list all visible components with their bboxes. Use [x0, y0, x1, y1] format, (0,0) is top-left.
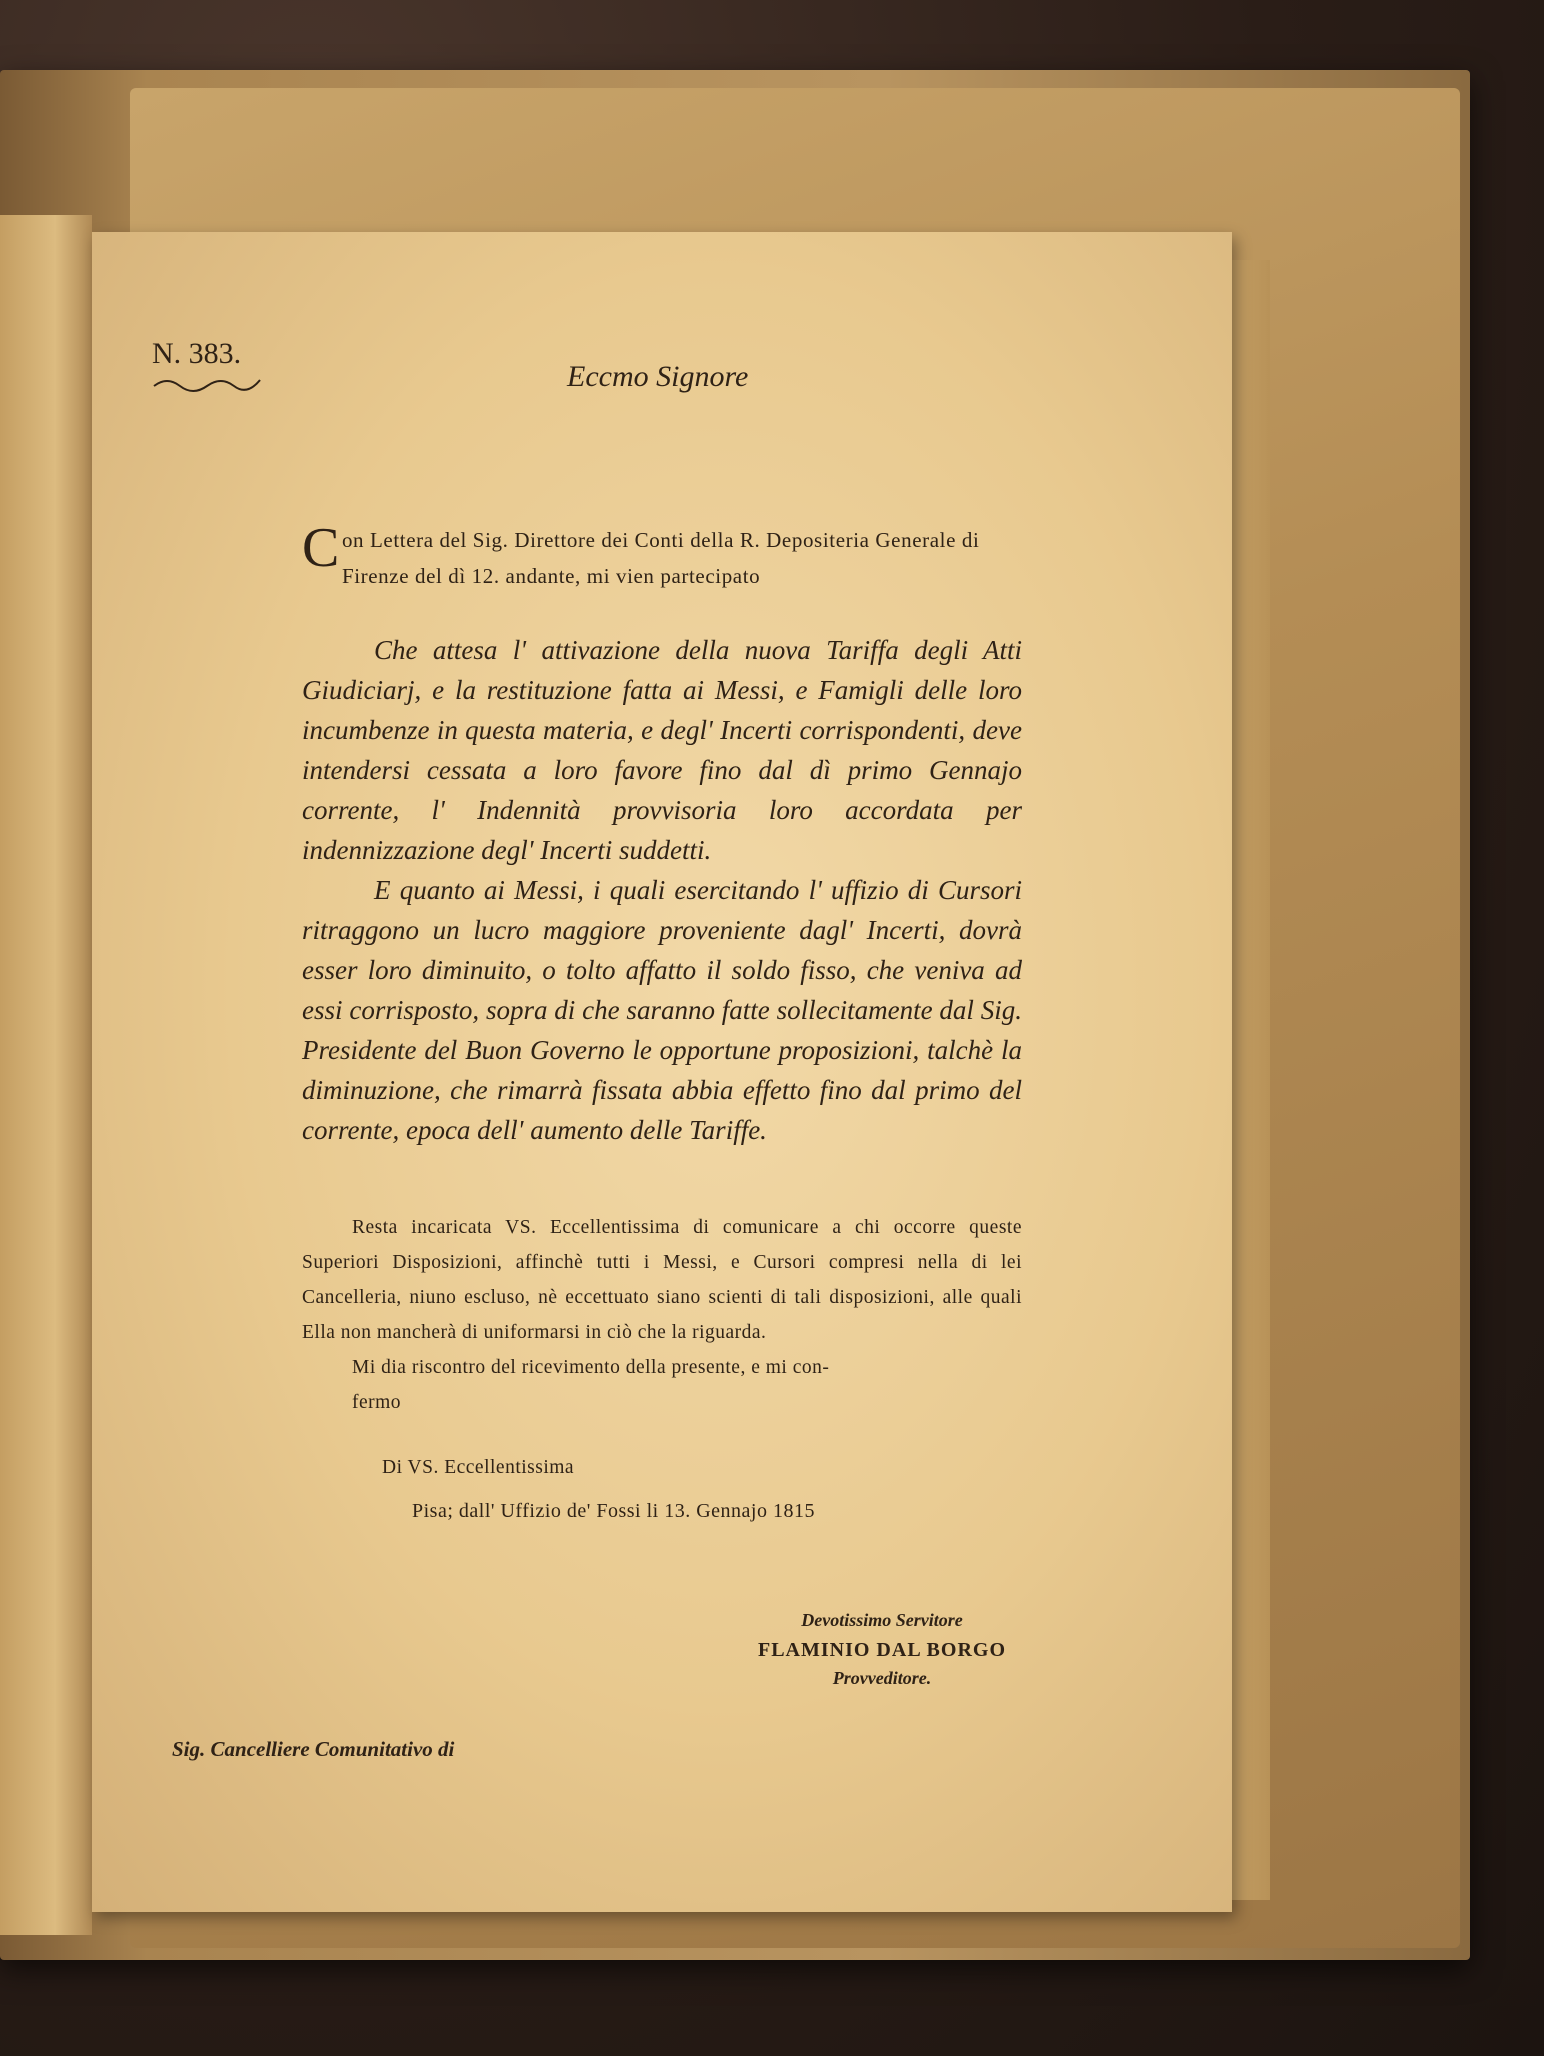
drop-cap: C — [302, 517, 340, 579]
document-number: N. 383. — [152, 337, 242, 370]
signatory-title: Provveditore. — [832, 1668, 932, 1688]
left-page-edge — [0, 215, 92, 1935]
confirmation-end: fermo — [352, 1392, 402, 1413]
intro-paragraph — [302, 517, 1022, 594]
quoted-communication — [302, 630, 1022, 1150]
signature-closing: Devotissimo Servitore — [801, 1610, 963, 1630]
instructions-paragraph: Resta incaricata VS. Eccellentissima di comunicare a chi occorre queste Superiori Disposizioni, affinchè tutti i Messi, e Cursori compresi nella di lei Cancelleria, niuno escluso, nè eccettuato siano scienti di tali disposizioni, alle quali Ella non mancherà di uniformarsi in ciò che la riguarda. — [302, 1217, 1022, 1343]
addressee-line: Sig. Cancelliere Comunitativo di — [172, 1737, 455, 1761]
closing-salutation: Di VS. Eccellentissima — [382, 1457, 575, 1478]
quote-paragraph: E quanto ai Messi, i quali esercitando l' uffizio di Cursori ritraggono un lucro maggiore proveniente dagl' Incerti, dovrà esser loro diminuito, o tolto affatto il soldo fisso, che veniva ad essi corrisposto, sopra di che saranno fatte sollecitamente dal Sig. Presidente del Buon Governo le opportune proposizioni, talchè la diminuzione, che rimarrà fissata abbia effetto fino dal primo del corrente, epoca dell' aumento delle Tariffe. — [302, 875, 1022, 1145]
quote-paragraph: Che attesa l' attivazione della nuova Tariffa degli Atti Giudiciarj, e la restituzione fatta ai Messi, e Famigli delle loro incumbenze in questa materia, e degl' Incerti corrispondenti, deve intendersi cessata a loro favore fino dal dì primo Gennajo corrente, l' Indennità provvisoria loro accordata per indennizzazione degl' Incerti suddetti. — [302, 635, 1022, 865]
flourish-ornament — [152, 374, 262, 394]
signature-block — [722, 1610, 1042, 1689]
place-and-date: Pisa; dall' Uffizio de' Fossi li 13. Gennajo 1815 — [412, 1500, 815, 1522]
confirmation-paragraph: Mi dia riscontro del ricevimento della presente, e mi con- — [352, 1357, 830, 1378]
signatory-name: FLAMINIO DAL BORGO — [757, 1639, 1007, 1661]
document-page — [92, 232, 1232, 1912]
intro-text: on Lettera del Sig. Direttore dei Conti della R. Depositeria Generale di Firenze del dì 12. andante, mi vien partecipato — [341, 528, 980, 588]
salutation-heading: Eccmo Signore — [567, 360, 749, 393]
instructions-block — [302, 1210, 1022, 1420]
